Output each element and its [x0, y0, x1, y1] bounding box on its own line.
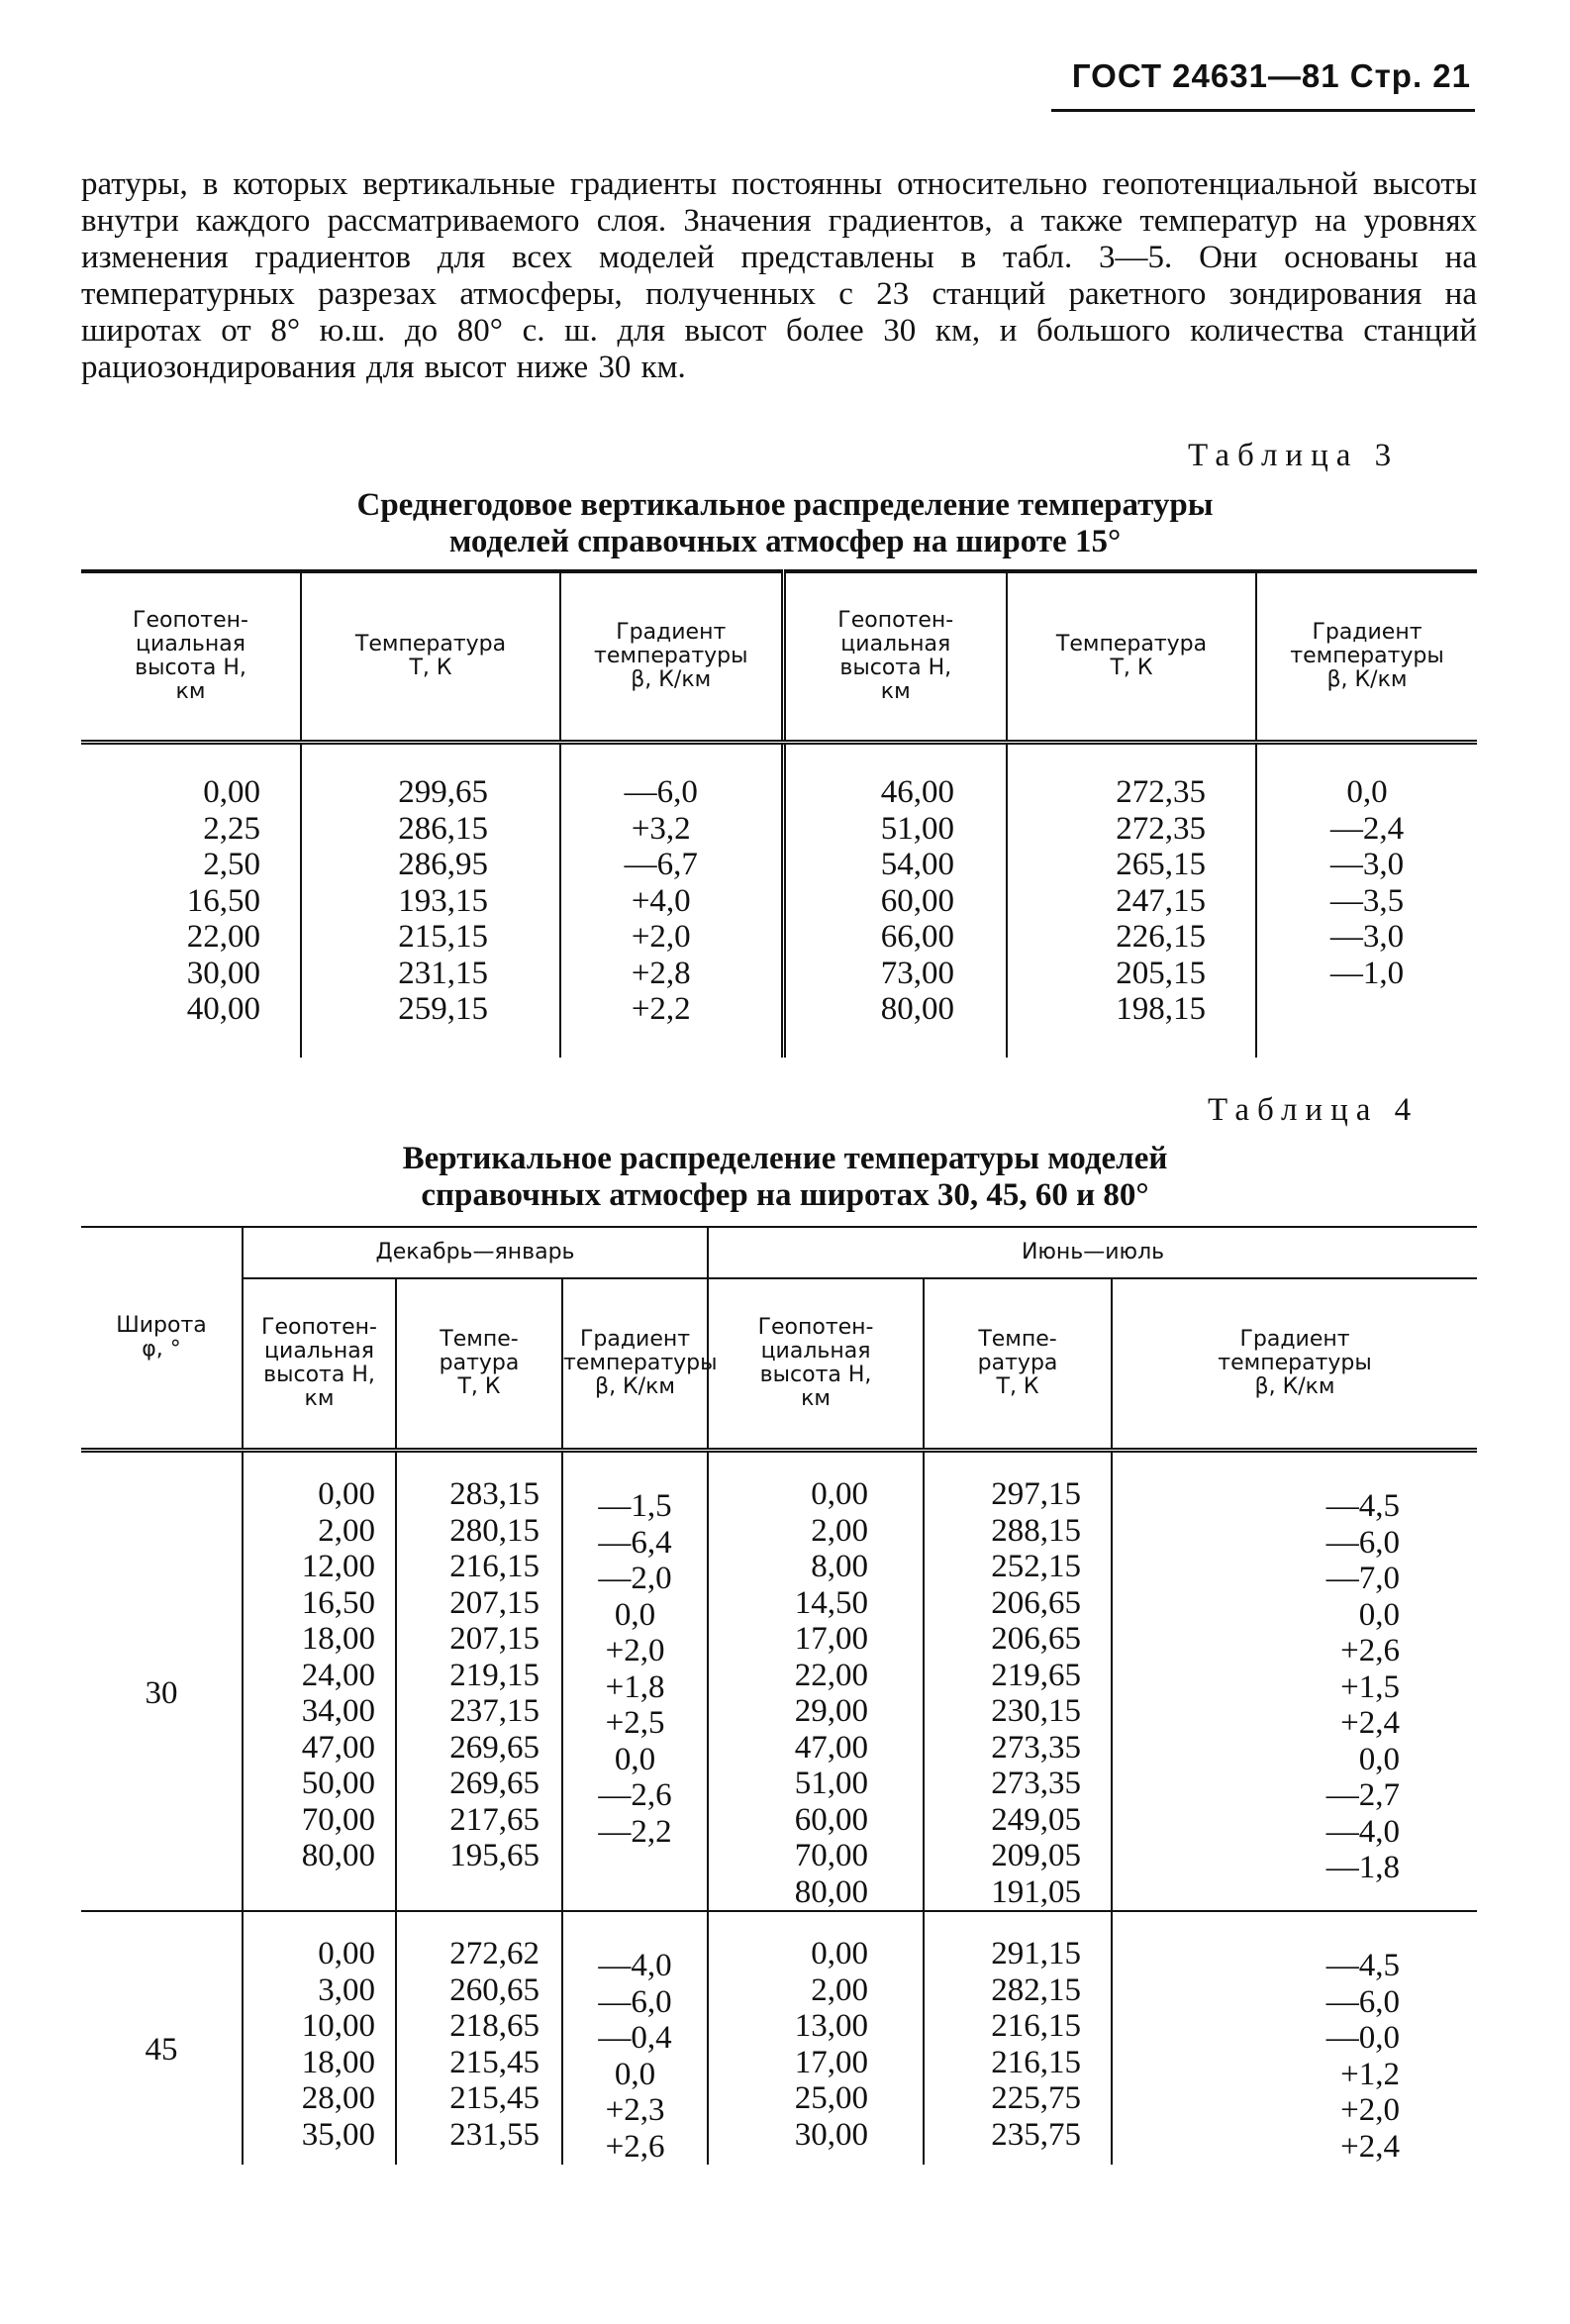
intro-paragraph: ратуры, в которых вертикальные градиенты постоянны относительно геопотенциальной высоты внутри каждого рассматриваемого слоя. Значения градиентов, а также температур на уровнях изменения градиентов для всех моделей представлены в табл. 3—5. Они основаны на температурных разрезах атмосферы, полученных с 23 станций ракетного зондирования на широтах от 8° ю.ш. до 80° с. ш. для высот более 30 км, и большого количества станций рациозондирования для высот ниже 30 км.: [81, 166, 1477, 385]
table4-jj-grad: —4,5 —6,0 —7,0 0,0 +2,6 +1,5 +2,4 0,0 —2,7 —4,0 —1,8: [1112, 1451, 1477, 1912]
table4-jj-grad-45: —4,5 —6,0 —0,0 +1,2 +2,0 +2,4: [1112, 1911, 1477, 2165]
table4-title-line1: Вертикальное распределение температуры моделей: [402, 1141, 1168, 1176]
table4-header-height-dj: Геопотен- циальная высота H, км: [243, 1278, 396, 1451]
table4-jj-height: 0,00 2,00 8,00 14,50 17,00 22,00 29,00 47,00 51,00 60,00 70,00 80,00: [708, 1451, 924, 1912]
table4-header-temp-jj: Темпе- ратура T, К: [924, 1278, 1112, 1451]
table4-jj-temp-45: 291,15 282,15 216,15 216,15 225,75 235,75: [924, 1911, 1112, 2165]
table3: [81, 569, 1477, 1058]
table4-header-temp-dj: Темпе- ратура T, К: [396, 1278, 562, 1451]
table3-col-temp-2: 272,35 272,35 265,15 247,15 226,15 205,15 198,15: [1007, 743, 1256, 1058]
table4-jj-temp: 297,15 288,15 252,15 206,65 206,65 219,65 230,15 273,35 273,35 249,05 209,05 191,05: [924, 1451, 1112, 1912]
table3-title-line1: Среднегодовое вертикальное распределение температуры: [356, 487, 1214, 523]
table4-header-lat: Широта φ, °: [81, 1227, 243, 1451]
table3-col-height-2: 46,00 51,00 54,00 60,00 66,00 73,00 80,00: [783, 743, 1007, 1058]
table4-dj-temp-45: 272,62 260,65 218,65 215,45 215,45 231,55: [396, 1911, 562, 2165]
table3-body-row: [81, 743, 1477, 1058]
table3-col-height: 0,00 2,25 2,50 16,50 22,00 30,00 40,00: [186, 774, 260, 1027]
table3-header-height-2: Геопотен- циальная высота H, км: [783, 571, 1007, 743]
table4-season-jun-jul: Июнь—июль: [708, 1227, 1477, 1278]
table3-col-grad: —6,0 +3,2 —6,7 +4,0 +2,0 +2,8 +2,2: [560, 743, 783, 1058]
table4-row-lat-45: [81, 1911, 1477, 2165]
table3-header-row: [81, 571, 1477, 743]
table3-header-temp-2: Температура T, К: [1007, 571, 1256, 743]
table4-label: Таблица 4: [1208, 1092, 1420, 1128]
table3-label: Таблица 3: [1188, 438, 1400, 473]
table3-col-temp: 299,65 286,15 286,95 193,15 215,15 231,15 259,15: [301, 743, 560, 1058]
table3-header-grad: Градиент температуры β, К/км: [560, 571, 783, 743]
table3-title: [0, 487, 1570, 560]
table4-dj-grad-45: —4,0 —6,0 —0,4 0,0 +2,3 +2,6: [562, 1911, 708, 2165]
table4-dj-height-45: 0,00 3,00 10,00 18,00 28,00 35,00: [243, 1911, 396, 2165]
table4-title-line2: справочных атмосфер на широтах 30, 45, 60 и 80°: [421, 1177, 1149, 1213]
table3-title-line2: моделей справочных атмосфер на широте 15°: [448, 524, 1122, 559]
header-rule: [1051, 109, 1475, 112]
table4-lat-30: 30: [145, 1674, 178, 1711]
table4-title: [0, 1141, 1570, 1214]
table4-header-height-jj: Геопотен- циальная высота H, км: [708, 1278, 924, 1451]
table4-dj-height: 0,00 2,00 12,00 16,50 18,00 24,00 34,00 47,00 50,00 70,00 80,00: [243, 1451, 396, 1912]
table4-dj-grad: —1,5 —6,4 —2,0 0,0 +2,0 +1,8 +2,5 0,0 —2,6 —2,2: [562, 1451, 708, 1912]
table4-header-grad-dj: Градиент температуры β, К/км: [562, 1278, 708, 1451]
table4-header-grad-jj: Градиент температуры β, К/км: [1112, 1278, 1477, 1451]
table4-header-row: [81, 1278, 1477, 1451]
table3-header-temp: Температура T, К: [301, 571, 560, 743]
page-header: ГОСТ 24631—81 Стр. 21: [1071, 57, 1471, 94]
table4-season-dec-jan: Декабрь—январь: [243, 1227, 708, 1278]
table4-dj-temp: 283,15 280,15 216,15 207,15 207,15 219,15 237,15 269,65 269,65 217,65 195,65: [396, 1451, 562, 1912]
table4-jj-height-45: 0,00 2,00 13,00 17,00 25,00 30,00: [708, 1911, 924, 2165]
table4-season-row: [81, 1227, 1477, 1278]
table3-col-grad-2: 0,0 —2,4 —3,0 —3,5 —3,0 —1,0: [1256, 743, 1477, 1058]
table3-header-height: Геопотен- циальная высота H, км: [81, 571, 301, 743]
table4: [81, 1226, 1477, 2165]
table3-header-grad-2: Градиент температуры β, К/км: [1256, 571, 1477, 743]
table4-row-lat-30: [81, 1451, 1477, 1912]
table4-lat-45: 45: [81, 1911, 243, 2165]
